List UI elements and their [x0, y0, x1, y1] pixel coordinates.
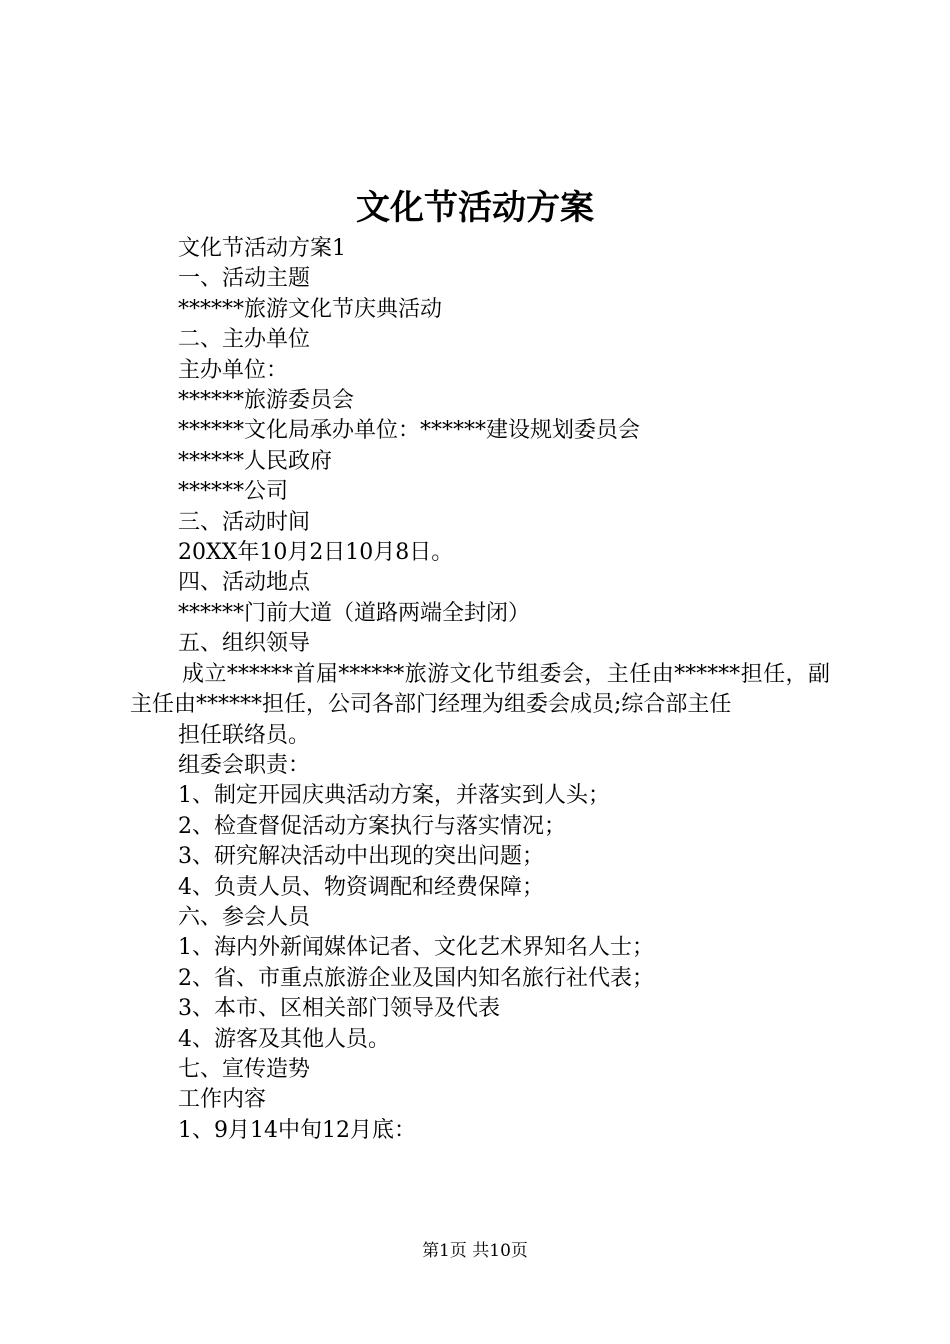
list-item: 3、本市、区相关部门领导及代表 — [178, 996, 500, 1022]
section-heading: 四、活动地点 — [178, 570, 311, 596]
section-heading: 一、活动主题 — [178, 266, 311, 292]
text-line: ******门前大道（道路两端全封闭） — [178, 600, 531, 626]
section-heading: 六、参会人员 — [178, 904, 311, 930]
text-line: 20XX年10月2日10月8日。 — [178, 540, 454, 566]
text-line: 担任联络员。 — [178, 722, 311, 748]
document-body — [130, 234, 830, 1146]
text-line: ******旅游委员会 — [178, 388, 355, 414]
list-item: 1、9月14中旬12月底： — [178, 1117, 416, 1143]
text-line: 组委会职责： — [178, 752, 311, 778]
list-item: 2、检查督促活动方案执行与落实情况； — [178, 813, 566, 839]
list-item: 3、研究解决活动中出现的突出问题； — [178, 844, 544, 870]
text-line: ******文化局承办单位：******建设规划委员会 — [178, 418, 641, 444]
section-heading: 二、主办单位 — [178, 327, 311, 353]
page-footer: 第1页 共10页 — [422, 1241, 528, 1261]
section-heading: 七、宣传造势 — [178, 1056, 311, 1082]
text-line: 文化节活动方案1 — [178, 236, 346, 261]
document-title: 文化节活动方案 — [356, 188, 594, 228]
list-item: 1、海内外新闻媒体记者、文化艺术界知名人士； — [178, 935, 654, 961]
list-item: 2、省、市重点旅游企业及国内知名旅行社代表； — [178, 965, 654, 991]
text-line: 工作内容 — [178, 1087, 267, 1113]
list-item: 4、负责人员、物资调配和经费保障； — [178, 874, 544, 900]
text-line: ******旅游文化节庆典活动 — [178, 296, 443, 322]
list-item: 4、游客及其他人员。 — [178, 1026, 390, 1052]
text-line: 主办单位： — [178, 357, 289, 383]
text-line: ******公司 — [178, 479, 289, 505]
body-paragraph: 成立******首届******旅游文化节组委会，主任由******担任，副主任由******担任，公司各部门经理为组委会成员;综合部主任 — [130, 661, 830, 718]
list-item: 1、制定开园庆典活动方案，并落实到人头； — [178, 783, 610, 809]
section-heading: 五、组织领导 — [178, 631, 311, 657]
section-heading: 三、活动时间 — [178, 509, 311, 535]
text-line: ******人民政府 — [178, 448, 333, 474]
